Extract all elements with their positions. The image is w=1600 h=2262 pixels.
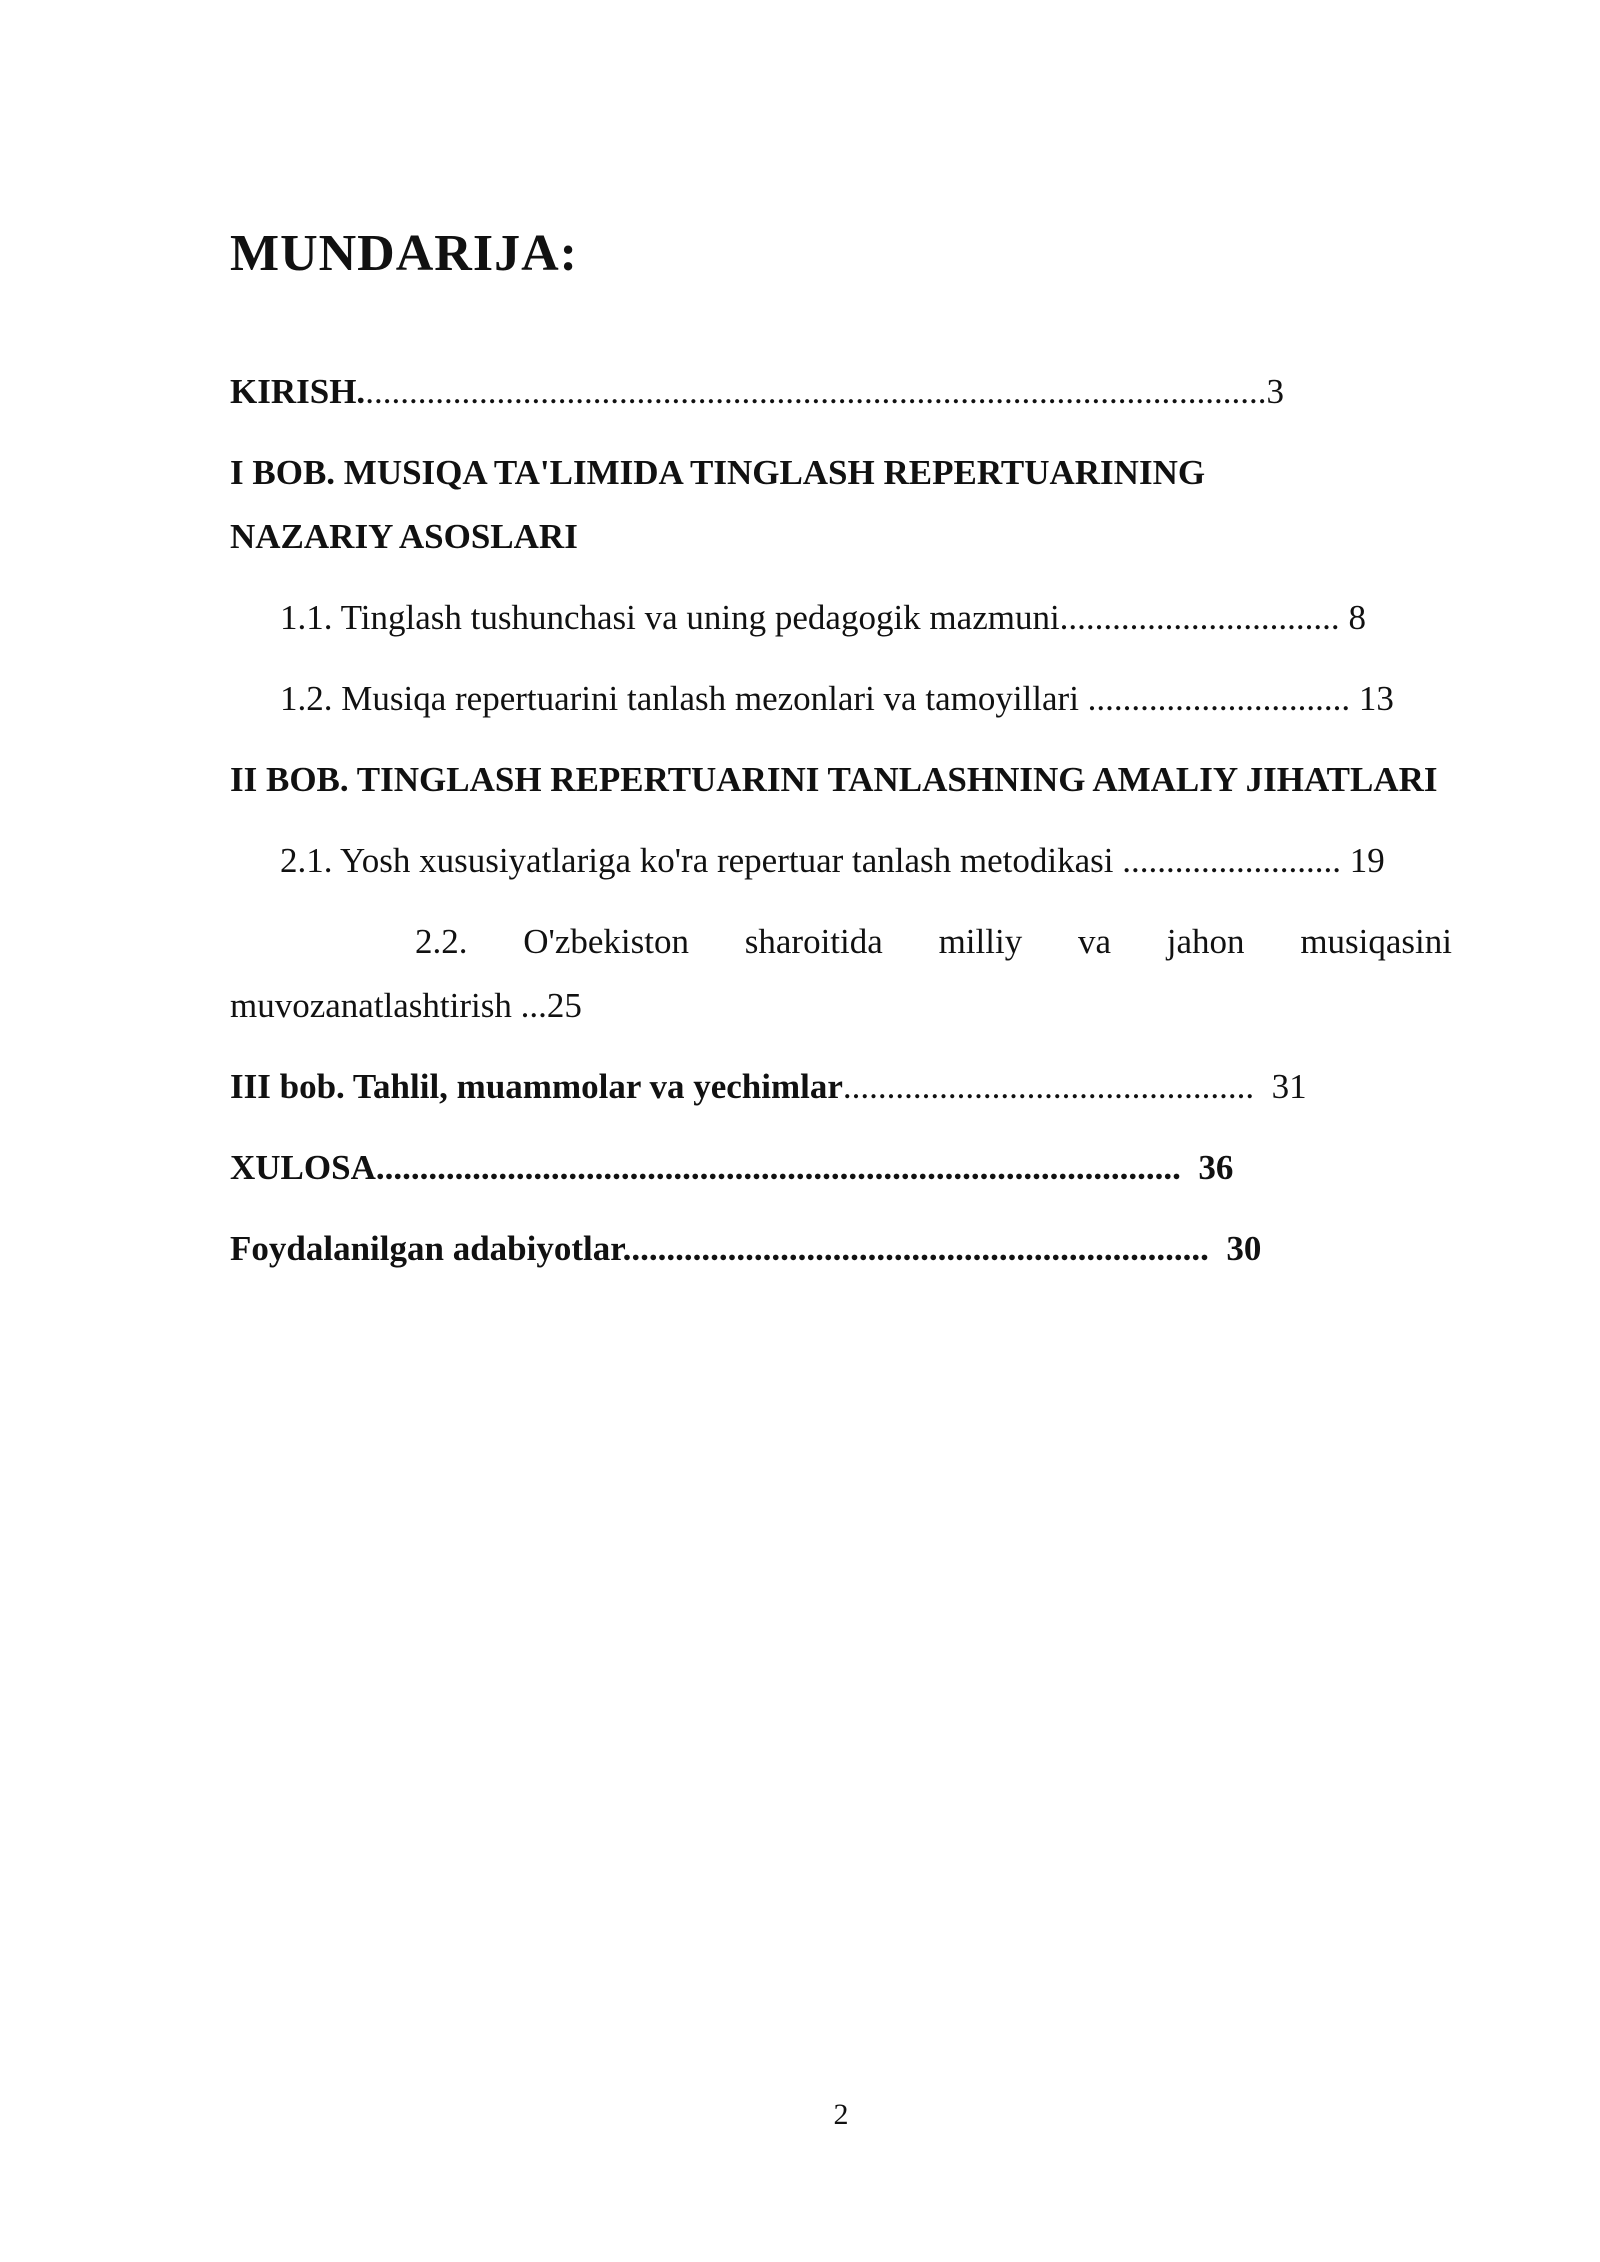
toc-section-text: 1.2. Musiqa repertuarini tanlash mezonlari va tamoyillari .............................. <box>280 679 1351 718</box>
toc-entry-page: 3 <box>1266 372 1284 411</box>
toc-chapter-title-line: I BOB. MUSIQA TA'LIMIDA TINGLASH REPERTUARINING <box>230 453 1206 492</box>
toc-section-text: 2.1. Yosh xususiyatlariga ko'ra repertuar tanlash metodikasi ......................... <box>280 841 1342 880</box>
toc-entry-xulosa[interactable] <box>230 1136 1452 1200</box>
toc-entry-page: 30 <box>1226 1229 1262 1268</box>
toc-entry-leader: ................................................................... <box>622 1229 1209 1268</box>
toc-section-2-2[interactable] <box>230 910 1452 1038</box>
page-number: 2 <box>833 2098 849 2131</box>
table-of-contents <box>230 360 1452 1281</box>
toc-entry-label: KIRISH. <box>230 372 366 411</box>
toc-entry-leader: ............................................................................................ <box>375 1148 1181 1187</box>
toc-section-text: 1.1. Tinglash tushunchasi va uning pedagogik mazmuni................................ <box>280 598 1340 637</box>
toc-entry-leader: ............................................... <box>842 1067 1255 1106</box>
toc-section-page: 8 <box>1348 598 1366 637</box>
toc-chapter-title-line: JIHATLARI <box>1245 760 1438 799</box>
toc-chapter-1[interactable] <box>230 441 1452 569</box>
toc-section-text: 2.2. O'zbekiston sharoitida milliy va jahon musiqasini <box>415 922 1452 961</box>
page-title: MUNDARIJA: <box>230 225 578 282</box>
toc-section-1-2[interactable] <box>230 667 1452 731</box>
toc-entry-kirish[interactable] <box>230 360 1452 424</box>
toc-section-1-1[interactable] <box>230 586 1452 650</box>
toc-entry-adabiyotlar[interactable] <box>230 1217 1452 1281</box>
toc-section-page: 13 <box>1358 679 1394 718</box>
toc-entry-page: 36 <box>1198 1148 1234 1187</box>
toc-section-page: 19 <box>1349 841 1385 880</box>
document-page <box>230 0 1452 2262</box>
toc-chapter-3[interactable] <box>230 1055 1452 1119</box>
toc-entry-leader: ....................................................................................................... <box>365 372 1267 411</box>
toc-chapter-title-line: NAZARIY ASOSLARI <box>230 517 578 556</box>
toc-section-text: muvozanatlashtirish ...25 <box>230 986 582 1025</box>
toc-entry-label: XULOSA <box>230 1148 376 1187</box>
toc-section-2-1[interactable] <box>230 829 1452 893</box>
toc-entry-label: III bob. Tahlil, muammolar va yechimlar <box>230 1067 843 1106</box>
toc-chapter-title-line: II BOB. TINGLASH REPERTUARINI TANLASHNING AMALIY <box>230 760 1237 799</box>
toc-entry-label: Foydalanilgan adabiyotlar <box>230 1229 623 1268</box>
toc-entry-page: 31 <box>1271 1067 1307 1106</box>
toc-chapter-2[interactable] <box>230 748 1452 812</box>
